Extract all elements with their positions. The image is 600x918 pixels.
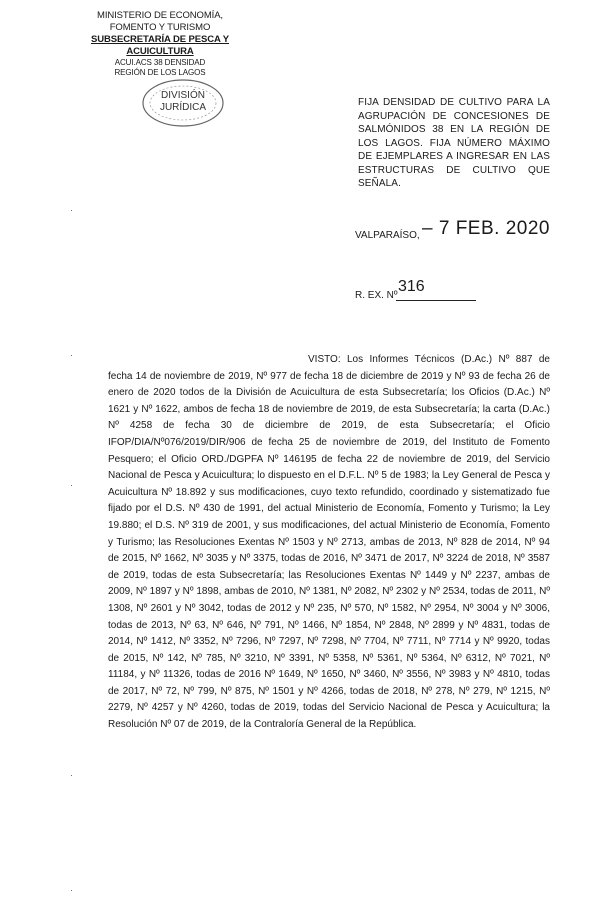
subsecretaria-name: SUBSECRETARÍA DE PESCA Y ACUICULTURA xyxy=(90,34,229,57)
agrupacion-line-1: ACUI.ACS 38 DENSIDAD xyxy=(114,58,206,67)
letterhead xyxy=(60,10,260,78)
rex-underline xyxy=(396,300,476,301)
margin-mark: · xyxy=(70,770,73,780)
date-stamp: – 7 FEB. 2020 xyxy=(422,218,550,239)
division-stamp xyxy=(140,78,226,128)
stamp-line-1: DIVISIÓN xyxy=(161,90,205,101)
margin-mark: · xyxy=(70,205,73,215)
ministry-line-2: FOMENTO Y TURISMO xyxy=(109,22,211,33)
agrupacion-line-2: REGIÓN DE LOS LAGOS xyxy=(114,68,206,77)
visto-paragraph: VISTO: Los Informes Técnicos (D.Ac.) Nº 887 de fecha 14 de noviembre de 2019, Nº 977 de fecha 18 de diciembre de 2019 y Nº 93 de fecha 26 de enero de 2020 todos de la División de Acuicultura de esta Subsecretaría; los Oficios (D.Ac.) Nº 1621 y Nº 1622, ambos de fecha 18 de noviembre de 2019, de esta Subsecretaría; la carta (D.Ac.) Nº 4258 de fecha 30 de diciembre de 2019, de esta Subsecretaría; el Oficio IFOP/DIA/Nº076/2019/DIR/906 de fecha 25 de noviembre de 2019, del Instituto de Fomento Pesquero; el Oficio ORD./DGPFA Nº 146195 de fecha 22 de noviembre de 2019, del Servicio Nacional de Pesca y Acuicultura; lo dispuesto en el D.F.L. Nº 5 de 1983; la Ley General de Pesca y Acuicultura Nº 18.892 y sus modificaciones, cuyo texto refundido, coordinado y sistematizado fue fijado por el D.S. Nº 430 de 1991, del actual Ministerio de Economía, Fomento y Turismo; la Ley 19.880; el D.S. Nº 319 de 2001, y sus modificaciones, del actual Ministerio de Economía, Fomento y Turismo; las Resoluciones Exentas Nº 1503 y Nº 2713, ambas de 2013, Nº 828 de 2014, Nº 94 de 2015, Nº 1662, Nº 3035 y Nº 3375, todas de 2016, Nº 3471 de 2017, Nº 3224 de 2018, Nº 3587 de 2019, todas de esta Subsecretaría; las Resoluciones Exentas Nº 1449 y Nº 2237, ambas de 2009, Nº 1897 y Nº 1898, ambas de 2010, Nº 1381, Nº 2082, Nº 2302 y Nº 2534, todas de 2011, Nº 1308, Nº 2601 y Nº 3042, todas de 2012 y Nº 235, Nº 570, Nº 1582, Nº 2954, Nº 3004 y Nº 3006, todas de 2013, Nº 63, Nº 646, Nº 791, Nº 1466, Nº 1854, Nº 2848, Nº 2899 y Nº 4831, todas de 2014, Nº 1412, Nº 3352, Nº 7296, Nº 7297, Nº 7298, Nº 7704, Nº 7711, Nº 7714 y Nº 9920, todas de 2015, Nº 142, Nº 785, Nº 3210, Nº 3391, Nº 5358, Nº 5361, Nº 5364, Nº 6312, Nº 7021, Nº 11184, y Nº 11326, todas de 2016 Nº 1649, Nº 1650, Nº 3460, Nº 3556, Nº 3983 y Nº 4810, todas de 2017, Nº 72, Nº 799, Nº 875, Nº 1501 y Nº 4266, todas de 2018, Nº 278, Nº 279, Nº 1215, Nº 2279, Nº 4257 y Nº 4260, todas de 2019, todas del Servicio Nacional de Pesca y Acuicultura; la Resolución Nº 07 de 2019, de la Contraloría General de la República. xyxy=(108,354,550,731)
rex-number: 316 xyxy=(398,278,425,295)
ministry-line-1: MINISTERIO DE ECONOMÍA, xyxy=(97,10,223,21)
rex-label: R. EX. Nº xyxy=(355,290,398,301)
margin-mark: · xyxy=(70,885,73,895)
stamp-text xyxy=(140,90,226,114)
margin-mark: · xyxy=(70,350,73,360)
margin-mark: · xyxy=(70,480,73,490)
stamp-line-2: JURÍDICA xyxy=(159,102,207,113)
resolution-subject: FIJA DENSIDAD DE CULTIVO PARA LA AGRUPACIÓN DE CONCESIONES DE SALMÓNIDOS 38 EN LA REGIÓN DE LOS LAGOS. FIJA NÚMERO MÁXIMO DE EJEMPLARES A INGRESAR EN LAS ESTRUCTURAS DE CULTIVO QUE SEÑALA. xyxy=(358,97,550,189)
place-label: VALPARAÍSO, xyxy=(355,230,420,241)
